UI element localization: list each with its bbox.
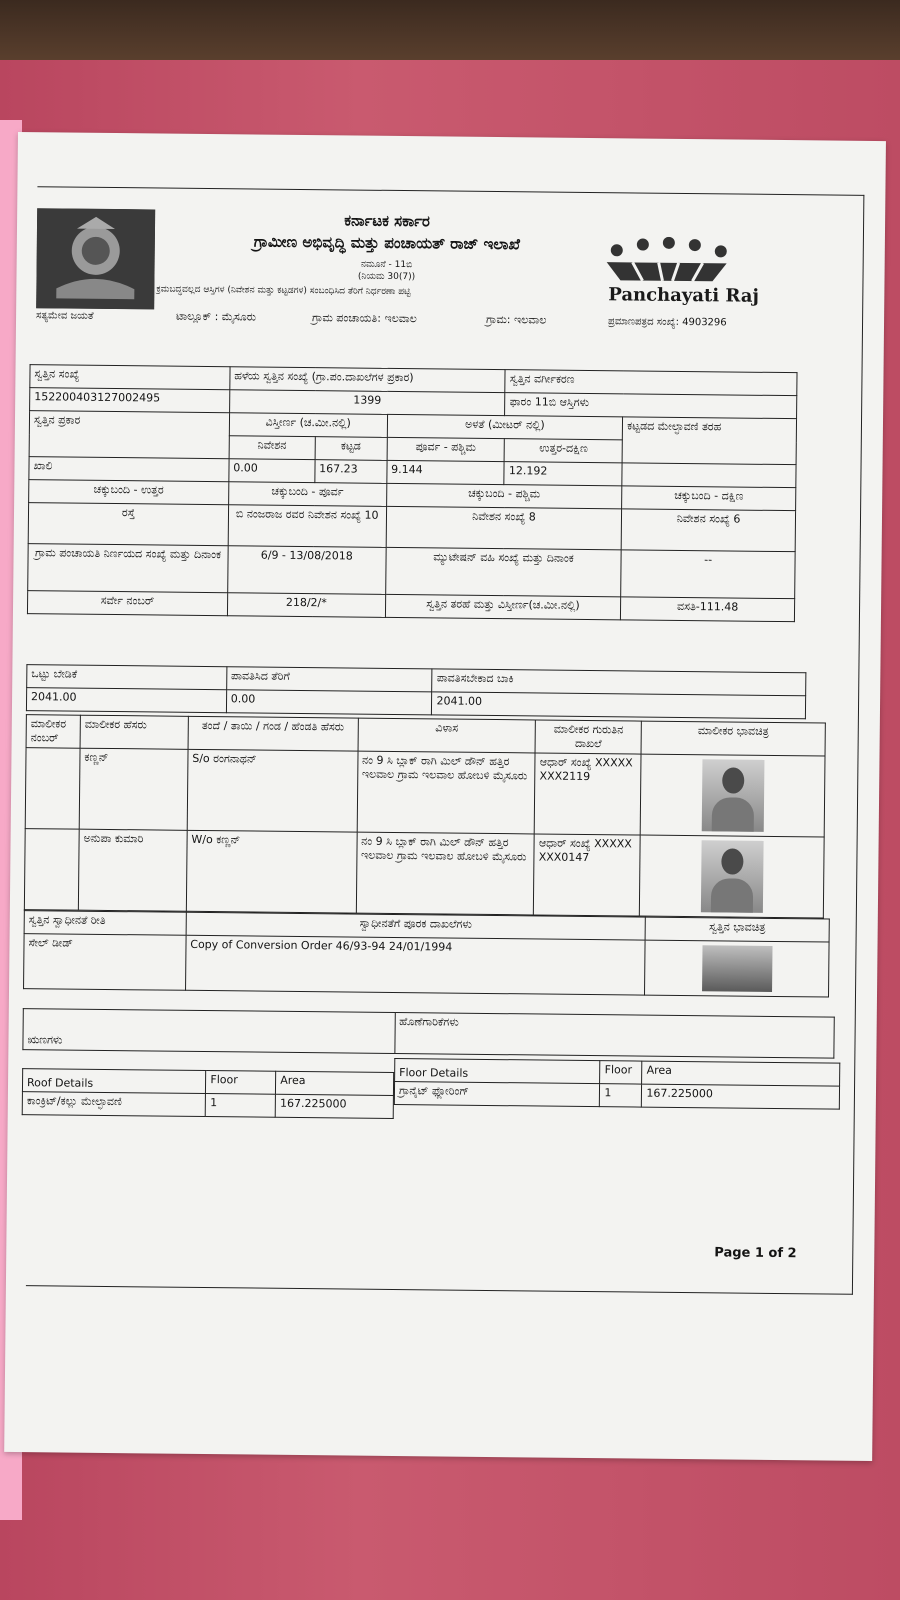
certificate-number: ಪ್ರಮಾಣಪತ್ರದ ಸಂಖ್ಯೆ: 4903296	[607, 316, 727, 329]
west-boundary-value: ನಿವೇಶನ ಸಂಖ್ಯೆ 8	[386, 506, 622, 549]
owner-number	[25, 748, 80, 830]
property-id-label: ಸ್ವತ್ತಿನ ಸಂಖ್ಯೆ	[30, 365, 230, 390]
roof-type-cell: ಕಾಂಕ್ರಿಟ್/ಕಲ್ಲು ಮೇಲ್ಛಾವಣಿ	[22, 1092, 206, 1117]
supporting-docs-value: Copy of Conversion Order 46/93-94 24/01/1994	[185, 935, 645, 995]
survey-label: ಸರ್ವೇ ನಂಬರ್	[27, 591, 227, 616]
owner-name-label: ಮಾಲೀಕರ ಹೆಸರು	[80, 715, 188, 749]
roof-area-cell: 167.225000	[275, 1094, 393, 1118]
address-label: ವಿಳಾಸ	[358, 718, 536, 753]
page-number: Page 1 of 2	[714, 1245, 797, 1262]
resolution-label: ಗ್ರಾಮ ಪಂಚಾಯತಿ ನಿರ್ಣಯದ ಸಂಖ್ಯೆ ಮತ್ತು ದಿನಾಂಕ	[28, 544, 228, 593]
east-boundary-label: ಚಕ್ಕುಬಂದಿ - ಪೂರ್ವ	[228, 482, 386, 507]
form-subtitle: ಕ್ರಮಬದ್ಧವಲ್ಲದ ಆಸ್ತಿಗಳ (ನಿವೇಶನ ಮತ್ತು ಕಟ್ಟಡಗಳ) ಸಂಬಂಧಿಸಿದ ತೆರಿಗೆ ನಿರ್ಧರಣಾ ಪಟ್ಟಿ	[156, 284, 411, 298]
id-doc-label: ಮಾಲೀಕರ ಗುರುತಿನ ದಾಖಲೆ	[535, 720, 641, 754]
table-row	[24, 829, 824, 918]
floor-area-cell: 167.225000	[642, 1084, 840, 1109]
department-title: ಗ್ರಾಮೀಣ ಅಭಿವೃದ್ಧಿ ಮತ್ತು ಪಂಚಾಯತ್ ರಾಜ್ ಇಲಾಖೆ	[253, 232, 520, 254]
mutation-label: ಮ್ಯುಟೇಷನ್ ವಹಿ ಸಂಖ್ಯೆ ಮತ್ತು ದಿನಾಂಕ	[385, 547, 621, 596]
liabilities-table	[22, 1008, 834, 1059]
measure-label: ಅಳತೆ (ಮೀಟರ್ ನಲ್ಲಿ)	[387, 414, 623, 439]
resolution-value: 6/9 - 13/08/2018	[228, 546, 386, 595]
ownership-mode-value: ಸೇಲ್ ಡೀಡ್	[24, 934, 186, 991]
owner-address: ನಂ 9 ಸಿ ಬ್ಲಾಕ್ ರಾಗಿ ಮಿಲ್ ಡೌನ್ ಹತ್ತಿರ ಇಲವಾಲ ಗ್ರಾಮ ಇಲವಾಲ ಹೋಬಳಿ ಮೈಸೂರು	[356, 832, 535, 915]
north-boundary-label: ಚಕ್ಕುಬಂದಿ - ಉತ್ತರ	[29, 480, 229, 505]
east-west-label: ಪೂರ್ವ - ಪಶ್ಚಿಮ	[387, 437, 505, 461]
property-id-value: 152200403127002495	[30, 388, 230, 413]
survey-value: 218/2/*	[227, 593, 385, 618]
owner-id-doc: ಆಧಾರ್ ಸಂಖ್ಯೆ XXXXXXXX0147	[534, 834, 641, 916]
village: ಗ್ರಾಮ: ಇಲವಾಲ	[485, 312, 547, 327]
mutation-value: --	[621, 550, 795, 599]
tax-table	[26, 664, 806, 719]
property-table	[27, 364, 798, 622]
liabilities-left-label: ಋಣಗಳು	[23, 1009, 395, 1054]
owner-number-label: ಮಾಲೀಕರ ನಂಬರ್	[26, 715, 80, 749]
floor-details-table	[394, 1058, 840, 1110]
rule-number: (ನಿಯಮ 30(7))	[357, 271, 416, 283]
old-id-value: 1399	[229, 390, 505, 416]
roof-floor-header: Floor	[206, 1071, 276, 1095]
south-boundary-value: ನಿವೇಶನ ಸಂಖ್ಯೆ 6	[621, 509, 795, 552]
owner-photo	[701, 759, 764, 832]
building-label: ಕಟ್ಟಡ	[315, 437, 387, 461]
ownership-table	[23, 910, 830, 997]
east-boundary-value: ಬಿ ನಂಜರಾಜ ರವರ ನಿವೇಶನ ಸಂಖ್ಯೆ 10	[228, 505, 386, 548]
gram-panchayat: ಗ್ರಾಮ ಪಂಚಾಯತಿ: ಇಲವಾಲ	[312, 311, 417, 326]
paid-label: ಪಾವತಿಸಿದ ತೆರಿಗೆ	[226, 667, 432, 692]
state-emblem-icon	[36, 208, 155, 309]
floor-area-header: Area	[642, 1061, 840, 1086]
ownership-mode-label: ಸ್ವತ್ತಿನ ಸ್ವಾಧೀನತೆ ರೀತಿ	[24, 911, 186, 936]
floor-details-header: Floor Details	[395, 1058, 601, 1083]
floor-floor-cell: 1	[600, 1084, 642, 1107]
emblem-caption: ಸತ್ಯಮೇವ ಜಯತೆ	[36, 310, 94, 322]
owner-relation: W/o ಕಣ್ಣನ್	[186, 830, 357, 913]
property-type-label: ಸ್ವತ್ತಿನ ಪ್ರಕಾರ	[29, 411, 229, 459]
form-11b	[26, 186, 868, 1305]
owner-photo	[700, 840, 763, 913]
classification-label: ಸ್ವತ್ತಿನ ವರ್ಗೀಕರಣ	[505, 370, 797, 396]
north-south-value: 12.192	[504, 462, 622, 486]
east-west-value: 9.144	[386, 460, 504, 484]
roof-floor-cell: 1	[206, 1094, 276, 1118]
table-row	[25, 748, 825, 837]
owner-photo-cell	[639, 835, 824, 918]
demand-label: ಒಟ್ಟು ಬೇಡಿಕೆ	[27, 665, 227, 690]
owner-number	[24, 829, 79, 911]
liabilities-right-label: ಹೊಣೆಗಾರಿಕೆಗಳು	[394, 1012, 834, 1058]
demand-value: 2041.00	[26, 688, 226, 713]
roof-area-header: Area	[276, 1071, 394, 1095]
north-boundary-value: ರಸ್ತೆ	[28, 503, 228, 546]
panchayati-raj-logo-icon	[602, 236, 733, 287]
site-area-value: 0.00	[229, 459, 315, 483]
owner-photo-label: ಮಾಲೀಕರ ಭಾವಚಿತ್ರ	[641, 721, 825, 756]
roof-type-label: ಕಟ್ಟಡದ ಮೇಲ್ಛಾವಣಿ ತರಹ	[622, 417, 796, 465]
government-title: ಕರ್ನಾಟಕ ಸರ್ಕಾರ	[344, 211, 430, 231]
site-label: ನಿವೇಶನ	[229, 436, 315, 460]
roof-type-value	[622, 463, 796, 488]
owner-name: ಅನುಪಾ ಕುಮಾರಿ	[78, 829, 187, 911]
nature-label: ಸ್ವತ್ತಿನ ತರಹೆ ಮತ್ತು ವಿಸ್ತೀರ್ಣ(ಚ.ಮೀ.ನಲ್ಲಿ)	[385, 594, 621, 619]
area-label: ವಿಸ್ತೀರ್ಣ (ಚ.ಮೀ.ನಲ್ಲಿ)	[229, 413, 387, 438]
supporting-docs-label: ಸ್ವಾಧೀನತೆಗೆ ಪೂರಕ ದಾಖಲೆಗಳು	[186, 912, 646, 940]
owner-name: ಕಣ್ಣನ್	[79, 748, 188, 830]
owner-relation: S/o ರಂಗನಾಥನ್	[187, 749, 358, 832]
paid-value: 0.00	[226, 690, 432, 715]
property-photo-cell	[645, 940, 829, 997]
property-type-value: ಖಾಲಿ	[29, 457, 229, 482]
owners-table	[24, 714, 826, 918]
panchayati-raj-text: Panchayati Raj	[608, 284, 760, 307]
owner-id-doc: ಆಧಾರ್ ಸಂಖ್ಯೆ XXXXXXXX2119	[534, 753, 641, 835]
property-photo-label: ಸ್ವತ್ತಿನ ಭಾವಚಿತ್ರ	[645, 917, 829, 942]
roof-details-table	[22, 1068, 394, 1119]
roof-details-header: Roof Details	[22, 1069, 206, 1094]
taluk: ಟಾಲ್ಲೂಕ್ : ಮೈಸೂರು	[176, 309, 257, 324]
classification-value: ಫಾರಂ 11ಬಿ ಆಸ್ತಿಗಳು	[505, 393, 797, 419]
relation-label: ತಂದೆ / ತಾಯಿ / ಗಂಡ / ಹೆಂಡತಿ ಹೆಸರು	[188, 716, 358, 751]
balance-value: 2041.00	[432, 692, 806, 719]
floor-type-cell: ಗ್ರಾನೈಟ್ ಫ್ಲೋರಿಂಗ್	[394, 1081, 600, 1106]
nature-value: ವಸತಿ-111.48	[621, 597, 795, 622]
floor-floor-header: Floor	[600, 1061, 642, 1084]
owner-photo-cell	[640, 754, 825, 837]
property-photo	[702, 945, 772, 992]
building-area-value: 167.23	[315, 460, 387, 484]
north-south-label: ಉತ್ತರ-ದಕ್ಷಿಣ	[504, 439, 622, 463]
west-boundary-label: ಚಕ್ಕುಬಂದಿ - ಪಶ್ಚಿಮ	[386, 483, 622, 508]
south-boundary-label: ಚಕ್ಕುಬಂದಿ - ದಕ್ಷಿಣ	[622, 486, 796, 511]
form-number: ನಮೂನೆ - 11ಬಿ	[360, 259, 413, 271]
owner-address: ನಂ 9 ಸಿ ಬ್ಲಾಕ್ ರಾಗಿ ಮಿಲ್ ಡೌನ್ ಹತ್ತಿರ ಇಲವಾಲ ಗ್ರಾಮ ಇಲವಾಲ ಹೋಬಳಿ ಮೈಸೂರು	[357, 751, 536, 834]
document-page	[4, 132, 886, 1461]
balance-label: ಪಾವತಿಸಬೇಕಾದ ಬಾಕಿ	[432, 669, 806, 696]
old-id-label: ಹಳೆಯ ಸ್ವತ್ತಿನ ಸಂಖ್ಯೆ (ಗ್ರಾ.ಪಂ.ದಾಖಲೆಗಳ ಪ್ರಕಾರ)	[230, 367, 506, 393]
